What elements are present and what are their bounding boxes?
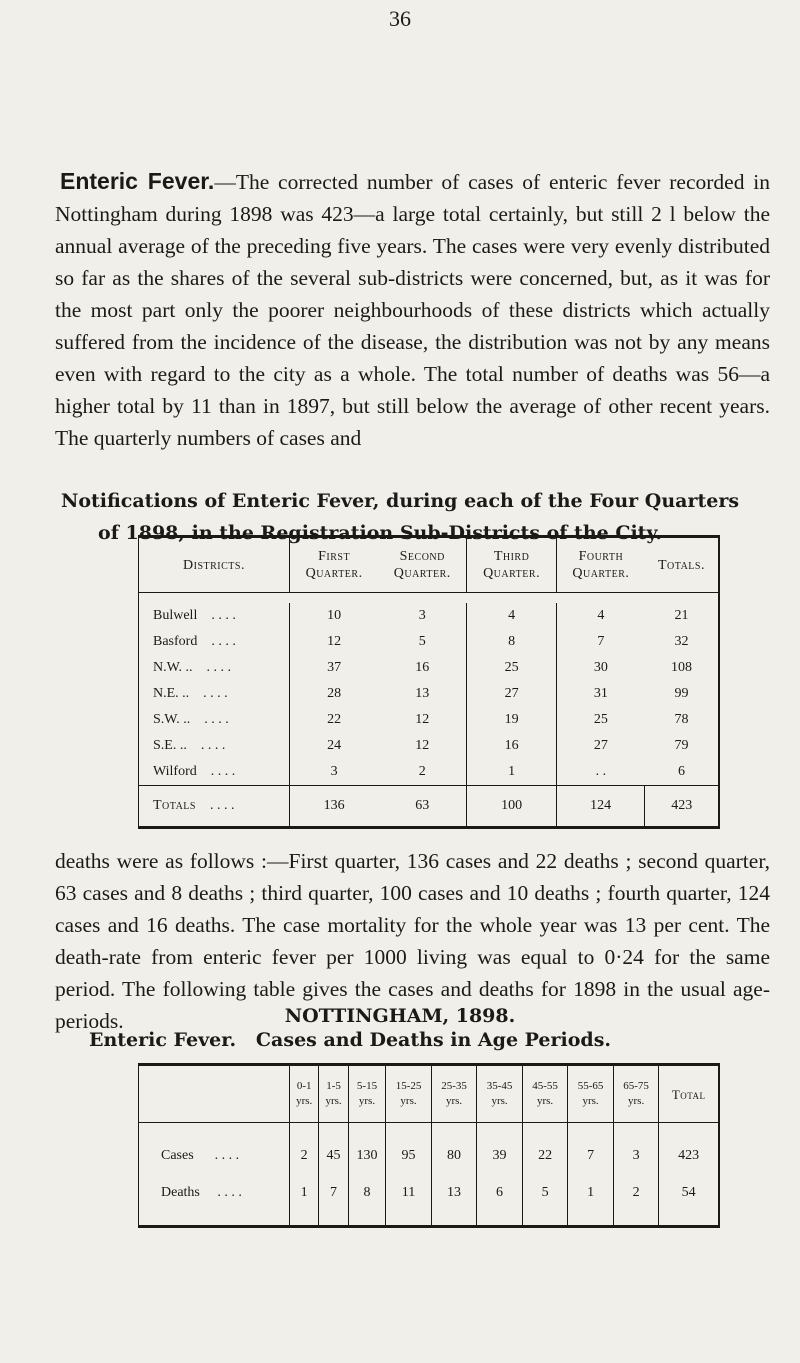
district-name: Basford . . . . [153, 633, 236, 649]
deaths-cell: 1 [568, 1174, 614, 1227]
header-age-55-65: 55-65 yrs. [568, 1065, 614, 1123]
cell-q2: 2 [418, 763, 426, 779]
deaths-cell: 7 [319, 1174, 348, 1227]
table-row [139, 681, 720, 707]
district-name: Wilford . . . . [153, 763, 236, 779]
page-number: 36 [389, 6, 411, 31]
cell-total: 6 [677, 763, 685, 779]
cases-row [139, 1123, 720, 1175]
cell-total: 32 [674, 633, 689, 649]
cell-q4: . . [556, 759, 645, 786]
district-name: S.W. .. . . . . [153, 711, 229, 727]
table2-title-line1: NOTTINGHAM, 1898. [284, 1005, 516, 1027]
district-name: S.E. .. . . . . [153, 737, 226, 753]
header-third-quarter: Third Quarter. [467, 537, 556, 593]
cases-cell: 45 [319, 1123, 348, 1175]
deaths-cell: 13 [431, 1174, 477, 1227]
table-header-row [139, 537, 720, 593]
cell-q4: 27 [556, 733, 645, 759]
deaths-cell: 8 [348, 1174, 386, 1227]
total-q2: 63 [378, 785, 467, 827]
cell-q3: 8 [467, 629, 556, 655]
header-first-quarter: First Quarter. [290, 537, 379, 593]
cases-cell: 3 [613, 1123, 659, 1175]
age-header-row [139, 1065, 720, 1123]
header-age-45-55: 45-55 yrs. [522, 1065, 568, 1123]
cell-q1: 37 [290, 655, 379, 681]
table-row [139, 733, 720, 759]
deaths-cell: 2 [613, 1174, 659, 1227]
cases-cell: 80 [431, 1123, 477, 1175]
cell-q3: 16 [467, 733, 556, 759]
cases-cell: 22 [522, 1123, 568, 1175]
header-fourth-quarter: Fourth Quarter. [556, 537, 645, 593]
district-name: N.W. .. . . . . [153, 659, 232, 675]
cell-total: 21 [674, 607, 689, 623]
header-totals: Totals. [645, 537, 719, 593]
table1-title-line1: Notifications of Enteric Fever, during each of the Four Quarters [60, 490, 740, 512]
table-row [139, 655, 720, 681]
cases-cell: 130 [348, 1123, 386, 1175]
cell-q2: 16 [415, 659, 430, 675]
age-periods-table [138, 1063, 720, 1228]
total-q3: 100 [467, 785, 556, 827]
header-age-5-15: 5-15 yrs. [348, 1065, 386, 1123]
deaths-cell: 11 [386, 1174, 432, 1227]
cases-cell: 39 [477, 1123, 523, 1175]
district-name: N.E. .. . . . . [153, 685, 228, 701]
table-row [139, 603, 720, 629]
cell-q4: 31 [556, 681, 645, 707]
cell-q1: 12 [290, 629, 379, 655]
cell-total: 79 [674, 737, 689, 753]
cell-q2: 12 [415, 737, 430, 753]
total-q4: 124 [556, 785, 645, 827]
deaths-paragraph: deaths were as follows :—First quarter, 136 cases and 22 deaths ; second quarter, 63 cases and 8 deaths ; third quarter, 100 cases and 10 deaths ; fourth quarter, 124 cases and 16 deaths. The case mortality for the whole year was 13 per cent. The death-rate from enteric fever per 1000 living was equal to 0·24 for the same period. The following table gives the cases and deaths for 1898 in the usual age-periods. [55, 849, 770, 1033]
cases-cell: 2 [290, 1123, 319, 1175]
table-row [139, 707, 720, 733]
cell-q3: 19 [467, 707, 556, 733]
header-age-1-5: 1-5 yrs. [319, 1065, 348, 1123]
header-districts: Districts. [139, 537, 290, 593]
total-q1: 136 [290, 785, 379, 827]
deaths-label: Deaths . . . . [161, 1184, 242, 1200]
intro-paragraph [55, 165, 770, 454]
header-total: Total [659, 1065, 719, 1123]
header-age-35-45: 35-45 yrs. [477, 1065, 523, 1123]
cell-total: 78 [674, 711, 689, 727]
header-age-0-1: 0-1 yrs. [290, 1065, 319, 1123]
totals-row [139, 785, 720, 827]
cell-q3: 25 [467, 655, 556, 681]
cases-cell: 95 [386, 1123, 432, 1175]
cell-q1: 10 [290, 603, 379, 629]
cell-q4: 7 [556, 629, 645, 655]
cases-cell: 7 [568, 1123, 614, 1175]
table1-title-line2: of 1898, in the Registration Sub-Districts of the City. [98, 522, 662, 544]
grand-total: 423 [645, 785, 719, 827]
cell-q3: 1 [467, 759, 556, 786]
cell-q4: 4 [556, 603, 645, 629]
cell-total: 108 [670, 659, 692, 675]
deaths-cell: 1 [290, 1174, 319, 1227]
header-age-25-35: 25-35 yrs. [431, 1065, 477, 1123]
cell-q3: 27 [467, 681, 556, 707]
cell-q1: 3 [290, 759, 379, 786]
cell-q4: 25 [556, 707, 645, 733]
cell-q2: 3 [418, 607, 426, 623]
deaths-row [139, 1174, 720, 1227]
cell-q2: 12 [415, 711, 430, 727]
cell-q4: 30 [556, 655, 645, 681]
table-row [139, 759, 720, 786]
cell-q3: 4 [467, 603, 556, 629]
table2-title-line2: Enteric Fever. Cases and Deaths in Age Periods. [88, 1029, 612, 1051]
cell-q1: 28 [290, 681, 379, 707]
table2-title [0, 1004, 800, 1052]
deaths-total: 54 [659, 1174, 719, 1227]
cell-q1: 24 [290, 733, 379, 759]
district-name: Bulwell . . . . [153, 607, 236, 623]
cell-q2: 5 [418, 633, 426, 649]
header-age-15-25: 15-25 yrs. [386, 1065, 432, 1123]
deaths-cell: 6 [477, 1174, 523, 1227]
intro-text: —The corrected number of cases of enteric fever recorded in Nottingham during 1898 was 423—a large total certainly, but still 2 l below the annual average of the preceding five years. The cases were very evenly distributed so far as the shares of the several sub-districts were concerned, but, as it was for the most part only the poorer neighbourhoods of these districts which actually suffered from the incidence of the disease, the distribution was not by any means even with regard to the city as a whole. The total number of deaths was 56—a higher total by 11 than in 1897, but still below the average of other recent years. The quarterly numbers of cases and [55, 170, 771, 450]
cases-total: 423 [659, 1123, 719, 1175]
header-blank [139, 1065, 290, 1123]
cell-q1: 22 [290, 707, 379, 733]
section-heading: Enteric Fever. [60, 168, 215, 194]
deaths-cell: 5 [522, 1174, 568, 1227]
cell-total: 99 [674, 685, 689, 701]
totals-label: Totals . . . . [139, 785, 290, 827]
table-row [139, 629, 720, 655]
district-notifications-table [138, 535, 720, 829]
header-second-quarter: Second Quarter. [378, 537, 467, 593]
cell-q2: 13 [415, 685, 430, 701]
header-age-65-75: 65-75 yrs. [613, 1065, 659, 1123]
cases-label: Cases . . . . [161, 1147, 240, 1163]
